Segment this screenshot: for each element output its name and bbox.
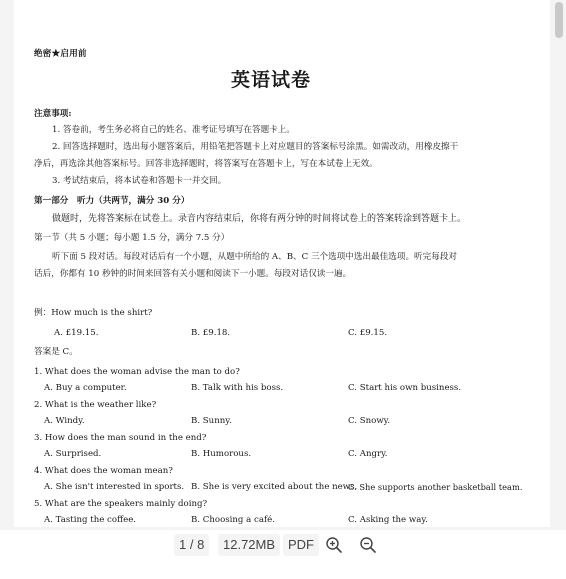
q4-option-c: C. She supports another basketball team. — [348, 482, 523, 492]
q3-option-a: A. Surprised. — [44, 449, 102, 459]
example-option-c: C. £9.15. — [348, 328, 388, 338]
q3-option-b: B. Humorous. — [191, 449, 252, 459]
part1-heading: 第一部分 听力（共两节，满分 30 分） — [34, 196, 190, 206]
file-type-label: PDF — [283, 534, 319, 556]
section1-heading: 第一节（共 5 小题；每小题 1.5 分，满分 7.5 分） — [34, 233, 230, 243]
example-answer: 答案是 C。 — [34, 347, 78, 357]
q2-option-b: B. Sunny. — [191, 416, 232, 426]
section1-instructions-b: 话后，你都有 10 秒钟的时间来回答有关小题和阅读下一小题。每段对话仅读一遍。 — [34, 269, 352, 279]
q1-option-c: C. Start his own business. — [348, 383, 462, 393]
q2-option-a: A. Windy. — [44, 416, 85, 426]
question-5: 5. What are the speakers mainly doing? — [34, 499, 208, 509]
notice-item-3: 3. 考试结束后，将本试卷和答题卡一并交回。 — [52, 176, 227, 186]
file-size-label: 12.72MB — [218, 534, 280, 556]
part1-instructions: 做题时，先将答案标在试卷上。录音内容结束后，你将有两分钟的时间将试卷上的答案转涂到答题卡上。 — [52, 214, 467, 224]
question-4: 4. What does the woman mean? — [34, 466, 173, 476]
example-option-b: B. £9.18. — [191, 328, 231, 338]
notice-heading: 注意事项: — [34, 109, 72, 119]
q1-option-b: B. Talk with his boss. — [191, 383, 284, 393]
question-2: 2. What is the weather like? — [34, 400, 157, 410]
q2-option-c: C. Snowy. — [348, 416, 391, 426]
viewer-toolbar — [0, 530, 566, 579]
example-option-a: A. £19.15. — [54, 328, 99, 338]
q3-option-c: C. Angry. — [348, 449, 388, 459]
question-3: 3. How does the man sound in the end? — [34, 433, 207, 443]
zoom-out-icon[interactable] — [359, 536, 377, 554]
notice-item-2a: 2. 回答选择题时，选出每小题答案后，用铅笔把答题卡上对应题目的答案标号涂黑。如需改动，用橡皮擦干 — [52, 142, 459, 152]
document-page — [14, 0, 550, 527]
q5-option-c: C. Asking the way. — [348, 515, 428, 525]
q5-option-b: B. Choosing a café. — [191, 515, 275, 525]
secret-label: 绝密★启用前 — [34, 49, 87, 59]
zoom-in-icon[interactable] — [325, 536, 343, 554]
q5-option-a: A. Tasting the coffee. — [44, 515, 137, 525]
q4-option-b: B. She is very excited about the news. — [191, 482, 358, 492]
notice-item-1: 1. 答卷前，考生务必将自己的姓名、准考证号填写在答题卡上。 — [52, 125, 295, 135]
q4-option-a: A. She isn't interested in sports. — [44, 482, 185, 492]
page-indicator[interactable]: 1 / 8 — [174, 534, 209, 556]
page-title: 英语试卷 — [230, 69, 311, 91]
question-1: 1. What does the woman advise the man to do? — [34, 367, 240, 377]
notice-item-2b: 净后，再选涂其他答案标号。回答非选择题时，将答案写在答题卡上，写在本试卷上无效。 — [34, 159, 378, 169]
example-question: 例：How much is the shirt? — [34, 308, 153, 318]
vertical-scrollbar[interactable] — [552, 0, 566, 530]
scrollbar-thumb[interactable] — [555, 2, 563, 38]
section1-instructions-a: 听下面 5 段对话。每段对话后有一个小题，从题中所给的 A、B、C 三个选项中选出最佳选项。听完每段对 — [52, 252, 458, 262]
q1-option-a: A. Buy a computer. — [44, 383, 127, 393]
